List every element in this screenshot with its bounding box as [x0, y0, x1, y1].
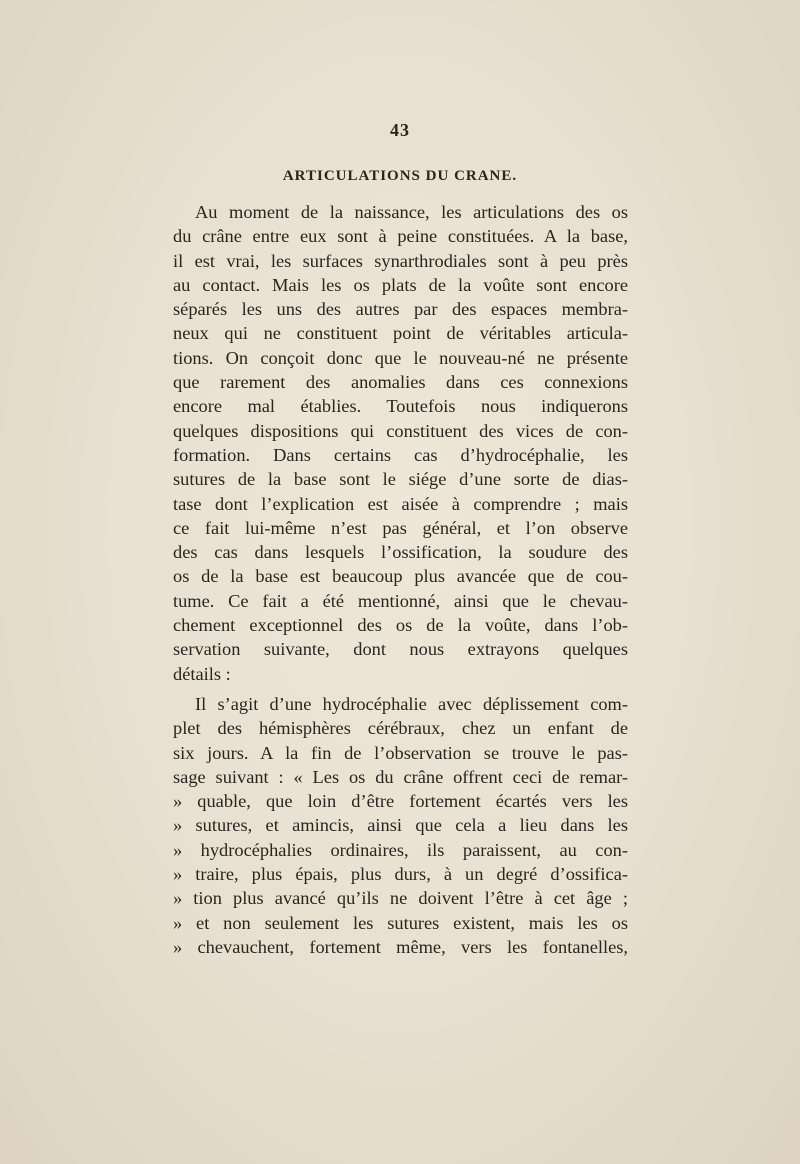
- text-line: détails :: [173, 663, 231, 684]
- text-line: neux qui ne constituent point de véritables articula-: [173, 323, 628, 344]
- text-line: tase dont l’explication est aisée à comprendre ; mais: [173, 493, 628, 514]
- text-line: que rarement des anomalies dans ces connexions: [173, 372, 628, 393]
- body-text: [173, 200, 628, 959]
- page-number: 43: [390, 120, 410, 140]
- text-line: plet des hémisphères cérébraux, chez un enfant de: [173, 718, 628, 739]
- text-line: au contact. Mais les os plats de la voûte sont encore: [173, 274, 628, 295]
- text-line: encore mal établies. Toutefois nous indiquerons: [173, 396, 628, 417]
- text-line: des cas dans lesquels l’ossification, la soudure des: [173, 542, 628, 563]
- text-line: sutures de la base sont le siége d’une sorte de dias-: [173, 469, 628, 490]
- text-line: quelques dispositions qui constituent des vices de con-: [173, 420, 628, 441]
- text-line: six jours. A la fin de l’observation se trouve le pas-: [173, 742, 628, 763]
- text-line: tions. On conçoit donc que le nouveau-né ne présente: [173, 347, 628, 368]
- text-line: » sutures, et amincis, ainsi que cela a lieu dans les: [173, 815, 628, 836]
- text-line: » chevauchent, fortement même, vers les fontanelles,: [173, 936, 628, 957]
- text-line: » et non seulement les sutures existent, mais les os: [173, 912, 628, 933]
- text-line: os de la base est beaucoup plus avancée que de cou-: [173, 566, 628, 587]
- text-line: servation suivante, dont nous extrayons quelques: [173, 639, 628, 660]
- text-line: ce fait lui-même n’est pas général, et l’on observe: [173, 517, 628, 538]
- text-line: séparés les uns des autres par des espaces membra-: [173, 299, 628, 320]
- text-line: du crâne entre eux sont à peine constituées. A la base,: [173, 226, 628, 247]
- text-line: » hydrocéphalies ordinaires, ils paraissent, au con-: [173, 839, 628, 860]
- text-line: formation. Dans certains cas d’hydrocéphalie, les: [173, 444, 628, 465]
- text-line: » tion plus avancé qu’ils ne doivent l’être à cet âge ;: [173, 888, 628, 909]
- text-line: tume. Ce fait a été mentionné, ainsi que le chevau-: [173, 590, 628, 611]
- text-line: Il s’agit d’une hydrocéphalie avec déplissement com-: [195, 693, 628, 714]
- section-title: ARTICULATIONS DU CRANE.: [282, 168, 518, 184]
- text-line: il est vrai, les surfaces synarthrodiales sont à peu près: [173, 250, 628, 271]
- text-line: chement exceptionnel des os de la voûte, dans l’ob-: [173, 615, 628, 636]
- text-line: » traire, plus épais, plus durs, à un degré d’ossifica-: [173, 864, 628, 885]
- text-line: sage suivant : « Les os du crâne offrent ceci de remar-: [173, 766, 628, 787]
- text-line: Au moment de la naissance, les articulations des os: [195, 202, 628, 222]
- text-line: » quable, que loin d’être fortement écartés vers les: [173, 791, 628, 812]
